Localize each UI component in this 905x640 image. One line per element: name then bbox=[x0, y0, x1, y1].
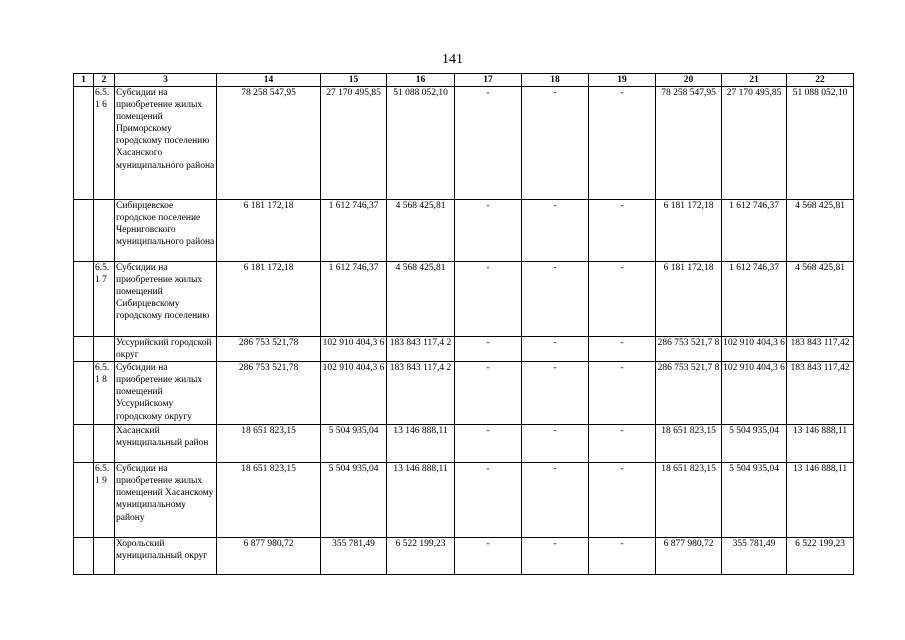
amount-cell: - bbox=[522, 425, 589, 463]
page-number: 141 bbox=[442, 52, 463, 67]
amount-cell: - bbox=[589, 262, 656, 337]
amount-cell: 102 910 404,3 6 bbox=[722, 337, 787, 362]
amount-cell: 27 170 495,85 bbox=[321, 87, 387, 200]
amount-cell: - bbox=[522, 538, 589, 575]
amount-cell: 1 612 746,37 bbox=[722, 262, 787, 337]
table-header-row bbox=[74, 74, 854, 87]
amount-cell: 5 504 935,04 bbox=[321, 425, 387, 463]
amount-cell: 13 146 888,11 bbox=[387, 425, 455, 463]
amount-cell: - bbox=[522, 337, 589, 362]
code-cell bbox=[94, 538, 115, 575]
table-row bbox=[74, 538, 854, 575]
row-index-cell bbox=[74, 538, 94, 575]
header-cell: 21 bbox=[722, 74, 787, 87]
header-cell: 2 bbox=[94, 74, 115, 87]
amount-cell: 78 258 547,95 bbox=[656, 87, 722, 200]
amount-cell: 286 753 521,78 bbox=[217, 337, 321, 362]
amount-cell: - bbox=[455, 425, 522, 463]
amount-cell: 1 612 746,37 bbox=[321, 200, 387, 262]
amount-cell: 18 651 823,15 bbox=[217, 463, 321, 538]
header-cell: 16 bbox=[387, 74, 455, 87]
amount-cell: 6 181 172,18 bbox=[217, 200, 321, 262]
row-index-cell bbox=[74, 200, 94, 262]
amount-cell: 286 753 521,7 8 bbox=[656, 362, 722, 425]
row-index-cell bbox=[74, 463, 94, 538]
row-index-cell bbox=[74, 87, 94, 200]
amount-cell: - bbox=[522, 262, 589, 337]
amount-cell: 6 877 980,72 bbox=[656, 538, 722, 575]
amount-cell: 183 843 117,42 bbox=[787, 337, 854, 362]
amount-cell: - bbox=[455, 362, 522, 425]
amount-cell: 4 568 425,81 bbox=[387, 262, 455, 337]
amount-cell: 5 504 935,04 bbox=[321, 463, 387, 538]
header-cell: 1 bbox=[74, 74, 94, 87]
amount-cell: - bbox=[589, 362, 656, 425]
table-row bbox=[74, 425, 854, 463]
header-cell: 20 bbox=[656, 74, 722, 87]
amount-cell: - bbox=[455, 262, 522, 337]
header-cell: 18 bbox=[522, 74, 589, 87]
row-index-cell bbox=[74, 425, 94, 463]
amount-cell: - bbox=[589, 337, 656, 362]
table-row bbox=[74, 362, 854, 425]
table-row bbox=[74, 337, 854, 362]
header-cell: 3 bbox=[115, 74, 217, 87]
table-row bbox=[74, 463, 854, 538]
amount-cell: 286 753 521,7 8 bbox=[656, 337, 722, 362]
name-cell: Субсидии на приобретение жилых помещений Приморскому городскому поселению Хасанского муниципального района bbox=[115, 87, 217, 200]
amount-cell: 18 651 823,15 bbox=[217, 425, 321, 463]
header-cell: 17 bbox=[455, 74, 522, 87]
amount-cell: 102 910 404,3 6 bbox=[321, 362, 387, 425]
amount-cell: 6 181 172,18 bbox=[656, 262, 722, 337]
amount-cell: - bbox=[522, 87, 589, 200]
name-cell: Субсидии на приобретение жилых помещений Хасанскому муниципальному району bbox=[115, 463, 217, 538]
amount-cell: - bbox=[589, 463, 656, 538]
amount-cell: 6 522 199,23 bbox=[787, 538, 854, 575]
amount-cell: 6 522 199,23 bbox=[387, 538, 455, 575]
amount-cell: - bbox=[589, 200, 656, 262]
name-cell: Уссурийский городской округ bbox=[115, 337, 217, 362]
budget-table bbox=[73, 73, 854, 575]
amount-cell: - bbox=[455, 87, 522, 200]
row-index-cell bbox=[74, 337, 94, 362]
amount-cell: - bbox=[455, 538, 522, 575]
amount-cell: - bbox=[455, 200, 522, 262]
name-cell: Хасанский муниципальный район bbox=[115, 425, 217, 463]
header-cell: 22 bbox=[787, 74, 854, 87]
amount-cell: 1 612 746,37 bbox=[722, 200, 787, 262]
amount-cell: 4 568 425,81 bbox=[387, 200, 455, 262]
amount-cell: 51 088 052,10 bbox=[387, 87, 455, 200]
amount-cell: 183 843 117,4 2 bbox=[387, 362, 455, 425]
amount-cell: 4 568 425,81 bbox=[787, 200, 854, 262]
amount-cell: 102 910 404,3 6 bbox=[321, 337, 387, 362]
code-cell bbox=[94, 337, 115, 362]
amount-cell: - bbox=[455, 463, 522, 538]
name-cell: Субсидии на приобретение жилых помещений Уссурийскому городскому округу bbox=[115, 362, 217, 425]
amount-cell: 183 843 117,42 bbox=[787, 362, 854, 425]
amount-cell: 102 910 404,3 6 bbox=[722, 362, 787, 425]
header-cell: 14 bbox=[217, 74, 321, 87]
amount-cell: 1 612 746,37 bbox=[321, 262, 387, 337]
code-cell bbox=[94, 200, 115, 262]
code-cell: 6.5.1 7 bbox=[94, 262, 115, 337]
amount-cell: 27 170 495,85 bbox=[722, 87, 787, 200]
amount-cell: - bbox=[522, 362, 589, 425]
amount-cell: 18 651 823,15 bbox=[656, 463, 722, 538]
row-index-cell bbox=[74, 262, 94, 337]
name-cell: Сибирцевское городское поселение Черниговского муниципального района bbox=[115, 200, 217, 262]
table-row bbox=[74, 262, 854, 337]
code-cell: 6.5.1 8 bbox=[94, 362, 115, 425]
code-cell bbox=[94, 425, 115, 463]
amount-cell: 355 781,49 bbox=[321, 538, 387, 575]
amount-cell: 5 504 935,04 bbox=[722, 425, 787, 463]
table-row bbox=[74, 87, 854, 200]
amount-cell: 5 504 935,04 bbox=[722, 463, 787, 538]
name-cell: Хорольский муниципальный округ bbox=[115, 538, 217, 575]
amount-cell: 51 088 052,10 bbox=[787, 87, 854, 200]
amount-cell: 6 181 172,18 bbox=[656, 200, 722, 262]
amount-cell: - bbox=[522, 463, 589, 538]
code-cell: 6.5.1 9 bbox=[94, 463, 115, 538]
amount-cell: - bbox=[522, 200, 589, 262]
amount-cell: 13 146 888,11 bbox=[387, 463, 455, 538]
amount-cell: 13 146 888,11 bbox=[787, 425, 854, 463]
amount-cell: - bbox=[455, 337, 522, 362]
amount-cell: 78 258 547,95 bbox=[217, 87, 321, 200]
amount-cell: 18 651 823,15 bbox=[656, 425, 722, 463]
table-row bbox=[74, 200, 854, 262]
amount-cell: 183 843 117,4 2 bbox=[387, 337, 455, 362]
amount-cell: 4 568 425,81 bbox=[787, 262, 854, 337]
header-cell: 19 bbox=[589, 74, 656, 87]
name-cell: Субсидии на приобретение жилых помещений Сибирцевскому городскому поселению bbox=[115, 262, 217, 337]
amount-cell: 286 753 521,78 bbox=[217, 362, 321, 425]
amount-cell: - bbox=[589, 425, 656, 463]
code-cell: 6.5.1 6 bbox=[94, 87, 115, 200]
amount-cell: 6 877 980,72 bbox=[217, 538, 321, 575]
amount-cell: - bbox=[589, 538, 656, 575]
amount-cell: 13 146 888,11 bbox=[787, 463, 854, 538]
row-index-cell bbox=[74, 362, 94, 425]
amount-cell: 355 781,49 bbox=[722, 538, 787, 575]
amount-cell: - bbox=[589, 87, 656, 200]
header-cell: 15 bbox=[321, 74, 387, 87]
amount-cell: 6 181 172,18 bbox=[217, 262, 321, 337]
